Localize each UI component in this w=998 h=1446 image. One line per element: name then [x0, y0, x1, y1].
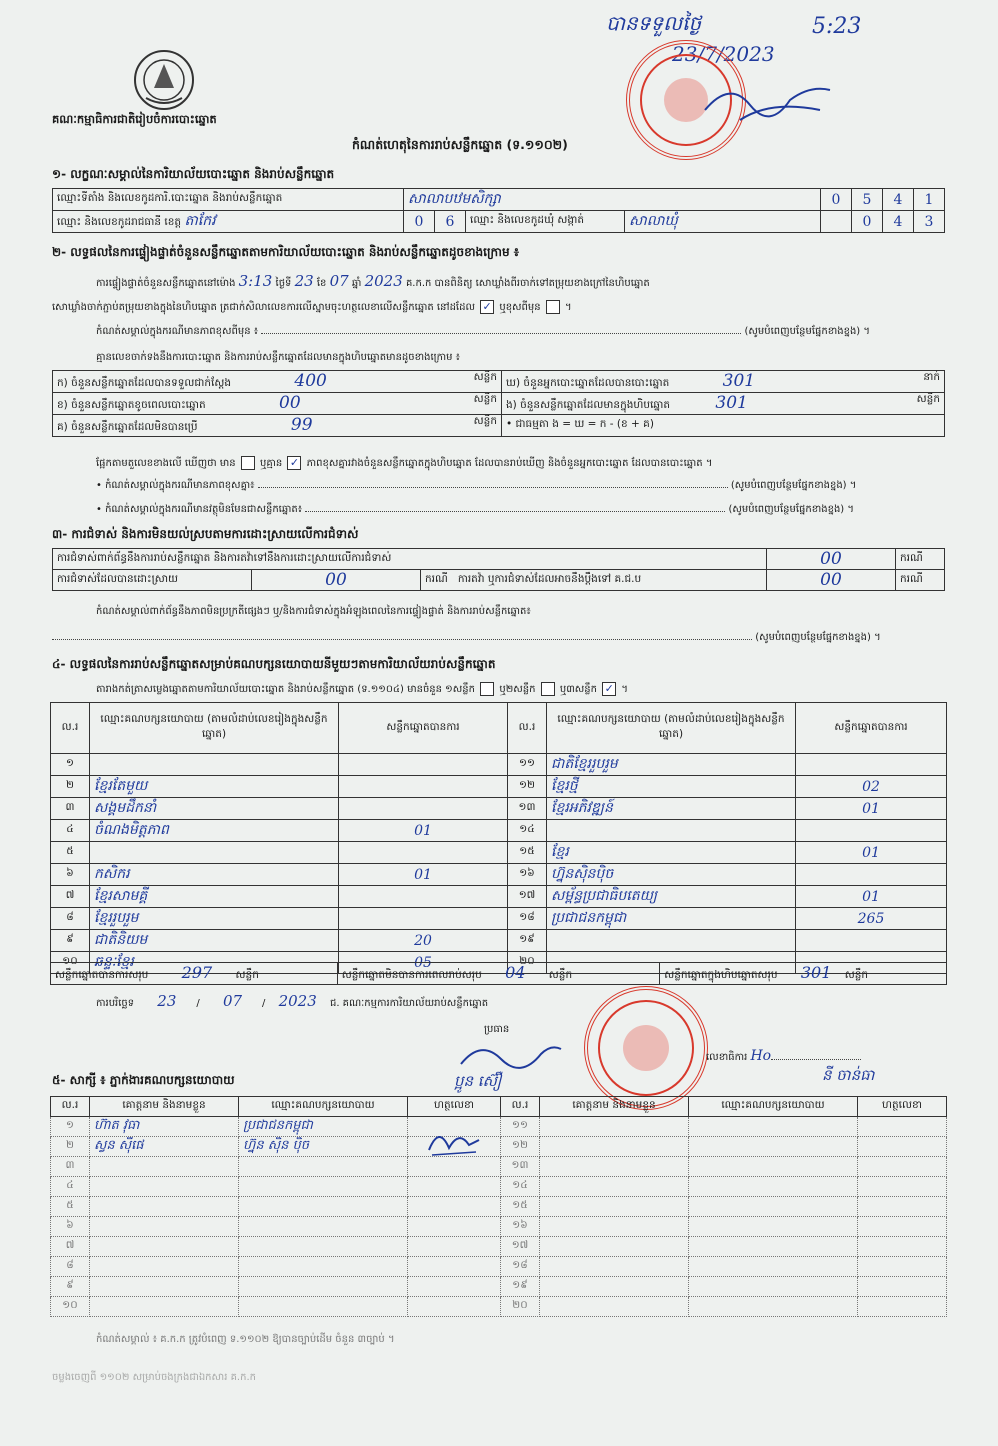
obj-row2-rest: ករណី ការតវ៉ា ឬការជំទាស់ដែលអាចនឹងប្តឹងទៅ គ.ជ.ប — [421, 570, 767, 591]
witness-no: ១៧ — [501, 1237, 540, 1257]
witness-party — [689, 1137, 858, 1157]
obj-row1-label: ការជំទាស់ពាក់ព័ន្ធនឹងការរាប់សន្លឹកឆ្នោត និងការតវ៉ាទៅនឹងការដោះស្រាយលើការជំទាស់ — [53, 549, 767, 570]
witness-party — [689, 1297, 858, 1317]
witness-sign — [408, 1277, 501, 1297]
vote-count — [339, 754, 508, 776]
vote-no: ៤ — [51, 820, 90, 842]
vote-party: ប្រជាជនកម្ពុជា — [547, 908, 796, 930]
has-diff-checkbox[interactable] — [241, 456, 255, 470]
section5-title: ៥- សាក្សី ៖ ភ្នាក់ងារគណបក្សនយោបាយ — [52, 1073, 235, 1087]
received-note: បានទទួលថ្ងៃ — [606, 11, 702, 35]
s1-com-code-b: 4 — [883, 211, 914, 233]
witness-name — [540, 1217, 689, 1237]
witness-name — [90, 1177, 239, 1197]
witness-body — [51, 1117, 947, 1317]
total-invalid-cell: សន្លឹកឆ្នោតមិនបានការពេលរាប់សរុប 04 សន្លឹក — [337, 963, 659, 985]
witness-table — [50, 1096, 947, 1317]
witness-name — [540, 1117, 689, 1137]
chair-signature — [456, 1034, 566, 1077]
witness-name — [90, 1197, 239, 1217]
table-row — [51, 754, 947, 776]
institution-logo — [132, 48, 196, 112]
witness-name — [540, 1257, 689, 1277]
section1-title: ១- លក្ខណៈសម្គាល់នៃការិយាល័យបោះឆ្នោត និងរាប់សន្លឹកឆ្នោត — [52, 167, 335, 181]
vote-count — [339, 798, 508, 820]
received-time: 5:23 — [812, 14, 862, 39]
two-sheet-checkbox[interactable] — [541, 682, 555, 696]
formula: • ជាធម្មតា ង = ឃ = ក - (ខ + គ) — [502, 415, 945, 437]
vote-no: ៩ — [51, 930, 90, 952]
witness-sign — [858, 1157, 947, 1177]
official-stamp-bottom — [584, 986, 708, 1110]
vote-party — [90, 754, 339, 776]
vote-no: ៧ — [51, 886, 90, 908]
table-row — [51, 1237, 947, 1257]
vote-no: ១៩ — [508, 930, 547, 952]
table-row — [51, 886, 947, 908]
table-row — [51, 1157, 947, 1177]
vote-no: ១៥ — [508, 842, 547, 864]
witness-sign — [408, 1197, 501, 1217]
s2-year: 2023 — [364, 272, 403, 290]
signature-top — [700, 70, 840, 133]
vote-count — [796, 754, 947, 776]
vote-count — [796, 864, 947, 886]
vote-party: កសិករ — [90, 864, 339, 886]
obj-row1-value: 00 — [767, 549, 896, 570]
received-date: 23/7/2023 — [672, 42, 775, 66]
count-e-value: 301 — [715, 393, 748, 413]
w-col-no-right: ល.រ — [501, 1097, 540, 1117]
witness-name — [90, 1297, 239, 1317]
section3-title: ៣- ការជំទាស់ និងការមិនយល់ស្របតាមការដោះស្រាយលើការជំទាស់ — [52, 527, 359, 541]
witness-name — [540, 1237, 689, 1257]
obj-row2-value: 00 — [252, 570, 421, 591]
s2-time: 3:13 — [238, 272, 273, 290]
vote-no: ១៧ — [508, 886, 547, 908]
table-row — [51, 798, 947, 820]
s1-prov-code-a: 0 — [404, 211, 435, 233]
vote-party: ហ្វ៊ុនស៊ិនប៉ិច — [547, 864, 796, 886]
votes-col-party-left: ឈ្មោះគណបក្សនយោបាយ (តាមលំដាប់លេខរៀងក្នុងសន្លឹកឆ្នោត) — [90, 703, 339, 754]
vote-party: ជាតិនិយម — [90, 930, 339, 952]
obj-row2-value2: 00 — [767, 570, 896, 591]
table-row — [51, 1137, 947, 1157]
vote-no: ១៦ — [508, 864, 547, 886]
institution-name: គណៈកម្មាធិការជាតិរៀបចំការបោះឆ្នោត — [52, 112, 217, 126]
s2-month: 07 — [329, 272, 349, 290]
form-title: កំណត់ហេតុនៃការរាប់សន្លឹកឆ្នោត (ទ.១១០២) — [352, 137, 568, 152]
obj-row1-unit: ករណី — [896, 549, 945, 570]
vote-party: សម្ព័ន្ធប្រជាធិបតេយ្យ — [547, 886, 796, 908]
vote-count: 01 — [339, 820, 508, 842]
s1-code-a: 0 — [821, 189, 852, 211]
witness-name — [540, 1137, 689, 1157]
totals-table — [50, 962, 947, 985]
witness-party — [689, 1217, 858, 1237]
witness-name — [90, 1237, 239, 1257]
vote-party — [90, 842, 339, 864]
witness-no: ៥ — [51, 1197, 90, 1217]
total-box-value: 301 — [800, 963, 832, 982]
obj-row2-label: ការជំទាស់ដែលបានដោះស្រាយ — [53, 570, 252, 591]
vote-count: 05 — [339, 952, 508, 974]
s2-bullet1: • កំណត់សម្គាល់ក្នុងករណីមានភាពខុសគ្នា៖ (សូមបំពេញបន្ថែមផ្នែកខាងខ្នង) ។ — [96, 480, 857, 491]
count-c-label: គ) ចំនួនសន្លឹកឆ្នោតដែលមិនបានប្រើ 99 សន្លឹក — [53, 415, 502, 437]
vote-no: ៨ — [51, 908, 90, 930]
witness-party — [239, 1277, 408, 1297]
total-box-cell: សន្លឹកឆ្នោតក្នុងហិបឆ្នោតសរុប 301 សន្លឹក — [660, 963, 947, 985]
s2-line3: កំណត់សម្គាល់ក្នុងករណីមានភាពខុសពីមុន ៖ (សូមបំពេញបន្ថែមផ្នែកខាងខ្នង) ។ — [96, 326, 870, 337]
w-col-name-right: គោត្តនាម និងនាមខ្លួន — [540, 1097, 689, 1117]
vote-no: ២០ — [508, 952, 547, 974]
witness-name — [90, 1277, 239, 1297]
w-col-party-left: ឈ្មោះគណបក្សនយោបាយ — [239, 1097, 408, 1117]
vote-count: 01 — [796, 842, 947, 864]
votes-table — [50, 702, 947, 974]
witness-party — [239, 1197, 408, 1217]
witness-sign — [408, 1177, 501, 1197]
s1-commune-label: ឈ្មោះ និងលេខកូដឃុំ សង្កាត់ — [466, 211, 625, 233]
witness-no: ៦ — [51, 1217, 90, 1237]
witness-signature — [424, 1120, 484, 1163]
witness-sign — [858, 1137, 947, 1157]
w-col-sign-right: ហត្ថលេខា — [858, 1097, 947, 1117]
witness-name — [540, 1197, 689, 1217]
witness-no: ១៦ — [501, 1217, 540, 1237]
vote-party: ឆន្ទៈខ្មែរ — [90, 952, 339, 974]
table-row — [51, 1257, 947, 1277]
table-row — [51, 1297, 947, 1317]
table-row — [51, 1177, 947, 1197]
witness-no: ៣ — [51, 1157, 90, 1177]
vote-party: ខ្មែរ — [547, 842, 796, 864]
s1-row1-label: ឈ្មោះទីតាំង និងលេខកូដការិ.បោះឆ្នោត និងរាប់សន្លឹកឆ្នោត — [53, 189, 404, 211]
secretary-name: នី ចាន់ធា — [822, 1066, 875, 1084]
vote-no: ១២ — [508, 776, 547, 798]
vote-count: 01 — [796, 798, 947, 820]
witness-sign — [858, 1217, 947, 1237]
s1-com-code-a: 0 — [852, 211, 883, 233]
s1-com-code-c: 3 — [914, 211, 945, 233]
total-invalid-value: 04 — [505, 963, 526, 982]
vote-no: ១០ — [51, 952, 90, 974]
count-e-label: ង) ចំនួនសន្លឹកឆ្នោតដែលមានក្នុងហិបឆ្នោត 301 សន្លឹក — [502, 393, 945, 415]
witness-no: ២០ — [501, 1297, 540, 1317]
witness-party — [689, 1237, 858, 1257]
vote-party — [547, 820, 796, 842]
vote-count — [339, 776, 508, 798]
s3-note: កំណត់សម្គាល់ពាក់ព័ន្ធនឹងភាពមិនប្រក្រតីផ្សេងៗ ឬ/និងការជំទាស់ក្នុងអំឡុងពេលនៃការផ្ទៀងផ្ទាត់ និងការរាប់សន្លឹកឆ្នោត៖ — [96, 606, 531, 617]
table-row — [51, 1117, 947, 1137]
s2-line5: ផ្អែកតាមតួលេខខាងលើ ឃើញថា មាន ឬគ្មាន ✓ ភាពខុសគ្នារវាងចំនួនសន្លឹកឆ្នោតក្នុងហិបឆ្នោត ដែលបានរាប់ឃើញ និងចំនួនអ្នកបោះឆ្នោត ដែលបានបោះឆ្នោត ។ — [96, 456, 713, 469]
witness-sign — [858, 1277, 947, 1297]
counts-table — [52, 370, 945, 437]
table-row — [51, 930, 947, 952]
votes-col-no-left: ល.រ — [51, 703, 90, 754]
s1-commune: សាលាឃុំ — [625, 211, 821, 233]
w-col-party-right: ឈ្មោះគណបក្សនយោបាយ — [689, 1097, 858, 1117]
count-b-value: 00 — [279, 393, 301, 413]
witness-name — [540, 1157, 689, 1177]
vote-no: ៦ — [51, 864, 90, 886]
witness-name — [540, 1177, 689, 1197]
witness-name: ហ៊ាត វុធា — [90, 1117, 239, 1137]
votes-col-votes-left: សន្លឹកឆ្នោតបានការ — [339, 703, 508, 754]
three-sheet-checkbox[interactable]: ✓ — [602, 682, 616, 696]
table-row — [51, 908, 947, 930]
vote-count — [339, 842, 508, 864]
vote-party: សង្គមដឹកនាំ — [90, 798, 339, 820]
votes-body — [51, 754, 947, 974]
vote-count: 20 — [339, 930, 508, 952]
no-diff-checkbox[interactable]: ✓ — [287, 456, 301, 470]
witness-no: ១០ — [51, 1297, 90, 1317]
witness-party — [239, 1237, 408, 1257]
section1-table — [52, 188, 945, 233]
vote-no: ១៨ — [508, 908, 547, 930]
witness-sign — [858, 1197, 947, 1217]
witness-no: ១៩ — [501, 1277, 540, 1297]
vote-no: ១១ — [508, 754, 547, 776]
vote-party: ខ្មែរសាមគ្គី — [90, 886, 339, 908]
witness-no: ២ — [51, 1137, 90, 1157]
s1-row2-label: ឈ្មោះ និងលេខកូដរាជធានី ខេត្ត តាកែវ — [53, 211, 404, 233]
votes-col-no-right: ល.រ — [508, 703, 547, 754]
vote-count: 265 — [796, 908, 947, 930]
vote-count: 02 — [796, 776, 947, 798]
witness-sign — [858, 1177, 947, 1197]
vote-no: ១៣ — [508, 798, 547, 820]
s2-line1: ការផ្ទៀងផ្ទាត់ចំនួនសន្លឹកឆ្នោតនៅម៉ោង 3:13 ថ្ងៃទី 23 ខែ 07 ឆ្នាំ 2023 គ.ក.ក បានពិនិត្យ សោឃ្លាំងពីរចាក់ទៅតម្រុយខាងក្រៅនៃហិបឆ្នោត — [96, 272, 650, 290]
s1-province: តាកែវ — [184, 213, 216, 229]
vote-count: 01 — [339, 864, 508, 886]
witness-no: ១៥ — [501, 1197, 540, 1217]
s2-day: 23 — [294, 272, 314, 290]
count-d-label: ឃ) ចំនួនអ្នកបោះឆ្នោតដែលបានបោះឆ្នោត 301 នាក់ — [502, 371, 945, 393]
count-d-value: 301 — [722, 371, 756, 391]
vote-no: ១ — [51, 754, 90, 776]
witness-sign — [408, 1257, 501, 1277]
s4-intro: តារាងកត់ត្រាសម្លេងឆ្នោតតាមការិយាល័យបោះឆ្នោត និងរាប់សន្លឹកឆ្នោត (ទ.១១០៤) មានចំនួន ១សន្លឹក ឬ២សន្លឹក ឬ៣សន្លឹក ✓ ។ — [96, 682, 628, 695]
witness-party — [239, 1257, 408, 1277]
total-valid-value: 297 — [181, 963, 213, 982]
s4-date-line: ការបរិច្ឆេទ 23 / 07 / 2023 ជ. គណៈកម្មការការិយាល័យរាប់សន្លឹកឆ្នោត — [96, 992, 489, 1010]
vote-party: ខ្មែរថ្មី — [547, 776, 796, 798]
witness-no: ៨ — [51, 1257, 90, 1277]
footer-note: កំណត់សម្គាល់ ៖ គ.ក.ក ត្រូវបំពេញ ទ.១១០២ ឱ្យបានច្បាប់ដើម ចំនួន ៣ច្បាប់ ។ — [96, 1334, 395, 1345]
witness-no: ១៤ — [501, 1177, 540, 1197]
section4-title: ៤- លទ្ធផលនៃការរាប់សន្លឹកឆ្នោតសម្រាប់គណបក្សនយោបាយនីមួយៗតាមការិយាល័យរាប់សន្លឹកឆ្នោត — [52, 657, 496, 671]
table-row — [51, 1197, 947, 1217]
s4-date-month: 07 — [222, 992, 243, 1010]
vote-count: 01 — [796, 886, 947, 908]
count-a-label: ក) ចំនួនសន្លឹកឆ្នោតដែលបានទទួលជាក់ស្តែង 400 សន្លឹក — [53, 371, 502, 393]
witness-party — [239, 1157, 408, 1177]
witness-party — [239, 1297, 408, 1317]
footer-note2: ចម្លងចេញពី ១១០២ សម្រាប់ចងក្រងជាឯកសារ គ.ក.ក — [52, 1372, 256, 1383]
witness-sign — [858, 1117, 947, 1137]
obj-row2-unit2: ករណី — [896, 570, 945, 591]
vote-no: ៣ — [51, 798, 90, 820]
witness-sign — [408, 1217, 501, 1237]
witness-name — [90, 1257, 239, 1277]
one-sheet-checkbox[interactable] — [480, 682, 494, 696]
count-b-label: ខ) ចំនួនសន្លឹកឆ្នោតខូចពេលបោះឆ្នោត 00 សន្លឹក — [53, 393, 502, 415]
vote-count — [796, 930, 947, 952]
witness-sign — [858, 1237, 947, 1257]
witness-no: ១១ — [501, 1117, 540, 1137]
vote-party: ខ្មែរអភិវឌ្ឍន៍ — [547, 798, 796, 820]
different-checkbox[interactable] — [546, 300, 560, 314]
vote-party — [547, 930, 796, 952]
vote-count — [339, 908, 508, 930]
s3-note-line: (សូមបំពេញបន្ថែមផ្នែកខាងខ្នង) ។ — [52, 630, 881, 645]
witness-name — [540, 1277, 689, 1297]
votes-col-party-right: ឈ្មោះគណបក្សនយោបាយ (តាមលំដាប់លេខរៀងក្នុងសន្លឹកឆ្នោត) — [547, 703, 796, 754]
witness-no: ៩ — [51, 1277, 90, 1297]
vote-party: ចំណងមិត្តភាព — [90, 820, 339, 842]
witness-sign — [408, 1297, 501, 1317]
votes-col-votes-right: សន្លឹកឆ្នោតបានការ — [796, 703, 947, 754]
witness-sign — [408, 1237, 501, 1257]
s4-date-day: 23 — [157, 992, 177, 1010]
witness-party — [689, 1157, 858, 1177]
total-valid-cell: សន្លឹកឆ្នោតបានការសរុប 297 សន្លឹក — [51, 963, 338, 985]
witness-sign — [858, 1297, 947, 1317]
vote-count — [796, 820, 947, 842]
vote-party: ខ្មែរតែមួយ — [90, 776, 339, 798]
s1-code-b: 5 — [852, 189, 883, 211]
vote-party: ជាតិខ្មែររួបរួម — [547, 754, 796, 776]
s1-prov-code-b: 6 — [435, 211, 466, 233]
count-c-value: 99 — [290, 415, 313, 435]
vote-no: ៥ — [51, 842, 90, 864]
witness-party — [689, 1117, 858, 1137]
s2-line2: សោឃ្លាំងចាក់ភ្ជាប់តម្រុយខាងក្នុងនៃហិបឆ្នោត ត្រជាក់សិលាលេខការលើស្នាមចុះហត្ថលេខាលើសន្លឹកឆ្នោត នៅដដែល ✓ ឬខុសពីមុន ។ — [52, 300, 572, 313]
witness-no: ៤ — [51, 1177, 90, 1197]
s1-code-c: 4 — [883, 189, 914, 211]
witness-party — [239, 1217, 408, 1237]
w-col-name-left: គោត្តនាម និងនាមខ្លួន — [90, 1097, 239, 1117]
witness-no: ១៨ — [501, 1257, 540, 1277]
vote-no: ១៤ — [508, 820, 547, 842]
witness-party: ហ្វ៊ុន ស៊ិន ប៉ិច — [239, 1137, 408, 1157]
s2-bullet2: • កំណត់សម្គាល់ក្នុងករណីមានវត្ថុមិនមែនជាសន្លឹកឆ្នោត៖ (សូមបំពេញបន្ថែមផ្នែកខាងខ្នង) ។ — [96, 504, 854, 515]
table-row — [51, 864, 947, 886]
section2-title: ២- លទ្ធផលនៃការផ្ទៀងផ្ទាត់ចំនួនសន្លឹកឆ្នោតតាមការិយាល័យបោះឆ្នោត និងរាប់សន្លឹកឆ្នោតដូចខាងក្រោម ៖ — [52, 245, 520, 259]
vote-party: ខ្មែររួបរួម — [90, 908, 339, 930]
s4-date-year: 2023 — [278, 992, 317, 1010]
w-col-no-left: ល.រ — [51, 1097, 90, 1117]
vote-count — [339, 886, 508, 908]
witness-party: ប្រជាជនកម្ពុជា — [239, 1117, 408, 1137]
count-a-value: 400 — [294, 371, 327, 391]
s1-row1-value: សាលាបឋមសិក្សា — [404, 189, 821, 211]
witness-name — [540, 1297, 689, 1317]
witness-party — [689, 1197, 858, 1217]
witness-no: ៧ — [51, 1237, 90, 1257]
vote-no: ២ — [51, 776, 90, 798]
chair-label: ប្រធាន — [484, 1024, 510, 1035]
chair-name: ប្អូន ស៊ឿ — [454, 1072, 502, 1090]
same-checkbox[interactable]: ✓ — [480, 300, 494, 314]
table-row — [51, 842, 947, 864]
witness-name — [90, 1217, 239, 1237]
table-row — [51, 1217, 947, 1237]
w-col-sign-left: ហត្ថលេខា — [408, 1097, 501, 1117]
table-row — [51, 820, 947, 842]
s2-line4: គ្មានលេខចាក់ទងនឹងការបោះឆ្នោត និងការរាប់សន្លឹកឆ្នោតដែលមានក្នុងហិបឆ្នោតមានដូចខាងក្រោម ៖ — [96, 352, 461, 363]
witness-name — [90, 1157, 239, 1177]
witness-party — [689, 1277, 858, 1297]
witness-name: ស្វន ស៊ីផេ — [90, 1137, 239, 1157]
table-row — [51, 776, 947, 798]
objections-table — [52, 548, 945, 591]
witness-sign — [858, 1257, 947, 1277]
table-row — [51, 1277, 947, 1297]
witness-no: ១៣ — [501, 1157, 540, 1177]
secretary-label: លេខាធិការ Ho — [706, 1048, 861, 1065]
witness-party — [689, 1257, 858, 1277]
witness-no: ១២ — [501, 1137, 540, 1157]
witness-party — [239, 1177, 408, 1197]
witness-no: ១ — [51, 1117, 90, 1137]
s1-code-d: 1 — [914, 189, 945, 211]
witness-party — [689, 1177, 858, 1197]
